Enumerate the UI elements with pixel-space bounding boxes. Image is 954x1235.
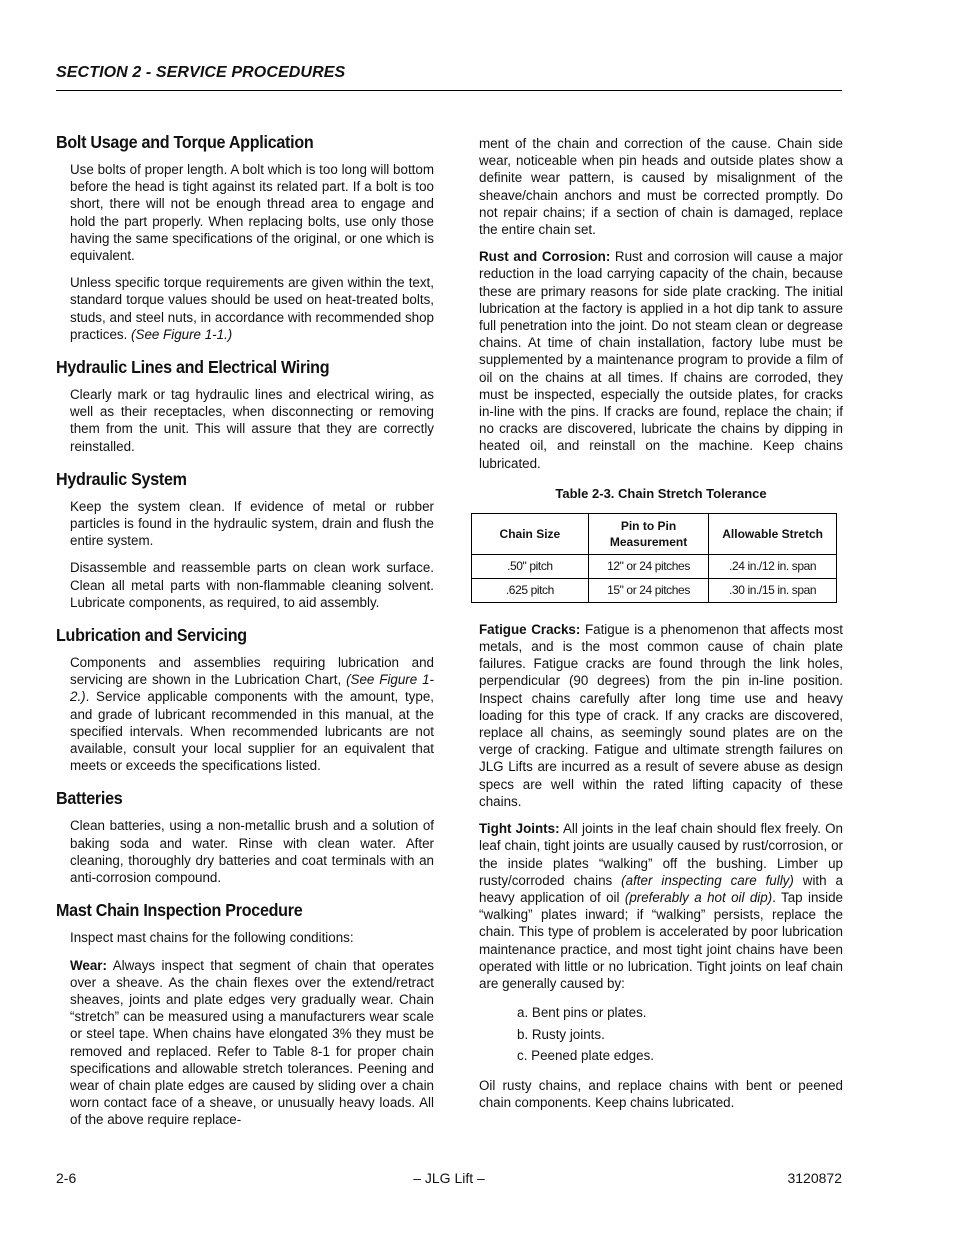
wear-paragraph: Wear: Always inspect that segment of chain that operates over a sheave. As the chain flexes over the extend/retract sheaves, joints and plate edges very gradually wear. Chain “stretch” can be measured using a manufacturers wear scale or steel tape. When chains have elongated 3% they must be removed and replaced. Refer to Table 8-1 for proper chain specifications and allowable stretch tolerances. Peening and wear of chain plate edges are caused by sliding over a chain worn contact face of a sheave, or unusually heavy loads. All of the above require replace- [70, 957, 434, 1128]
tight-joints-paragraph: Tight Joints: All joints in the leaf chain should flex freely. On leaf chain, tight joints are usually caused by rust/corrosion, or the inside plates “walking” off the bushing. Limber up rusty/corroded chains (after inspecting care fully) with a heavy application of oil (preferably a hot oil dip). Tap inside “walking” plates inward; if “walking” persists, replace the chain. This type of problem is accelerated by poor lubrication maintenance practice, and most tight joint chains have been operated with little or no lubrication. Tight joints on leaf chain are generally caused by: [479, 821, 843, 991]
list-item: c. Peened plate edges. [517, 1048, 654, 1064]
chain-stretch-table [471, 513, 837, 603]
table-header-cell: Pin to Pin Measurement [588, 513, 708, 554]
bolt-paragraph-2: Unless specific torque requirements are given within the text, standard torque values should be used on heat-treated bolts, studs, and steel nuts, in accordance with recommended shop practices. (See Figure 1-1.) [70, 275, 434, 342]
continued-paragraph: ment of the chain and correction of the cause. Chain side wear, noticeable when pin heads and outside plates show a definite wear pattern, is caused by misalignment of the sheave/chain anchors and must be corrected promptly. Do not repair chains; if a section of chain is damaged, replace the entire chain set. [479, 136, 843, 238]
heading-hydraulic-lines: Hydraulic Lines and Electrical Wiring [56, 357, 330, 378]
table-cell: 15" or 24 pitches [588, 578, 708, 602]
rust-paragraph: Rust and Corrosion: Rust and corrosion will cause a major reduction in the load carrying capacity of the chain, because these are primary reasons for side plate cracking. The initial lubrication at the factory is applied in a hot dip tank to assure full penetration into the joint. Do not steam clean or degrease chains. At time of chain installation, factory lube must be supplemented by a maintenance program to provide a film of oil on the chains at all times. If chains are corroded, they must be inspected, especially the outside plates, for cracks in-line with the pins. If cracks are found, replace the chain; if no cracks are discovered, lubricate the chains by dipping in heated oil, and reinstall on the machine. Keep chains lubricated. [479, 249, 843, 471]
causes-list [517, 1002, 843, 1067]
heading-mast-chain: Mast Chain Inspection Procedure [56, 900, 303, 921]
table-row [472, 554, 837, 578]
hydraulic-system-paragraph-1: Keep the system clean. If evidence of metal or rubber particles is found in the hydraulic system, drain and flush the entire system. [70, 498, 434, 549]
list-item: a. Bent pins or plates. [517, 1005, 647, 1021]
bolt-paragraph-1: Use bolts of proper length. A bolt which is too long will bottom before the head is tight against its related part. If a bolt is too short, there will not be enough thread area to engage and hold the part properly. When replacing bolts, use only those having the same specifications of the original, or one which is equivalent. [70, 162, 434, 264]
table-title: Table 2-3. Chain Stretch Tolerance [555, 485, 767, 501]
left-column [56, 132, 434, 1139]
hydraulic-system-paragraph-2: Disassemble and reassemble parts on clean work surface. Clean all metal parts with non-flammable cleaning solvent. Lubricate components, as required, to aid assembly. [70, 560, 434, 610]
hydraulic-lines-paragraph: Clearly mark or tag hydraulic lines and electrical wiring, as well as their receptacles, when disconnecting or removing them from the unit. This will assure that they are correctly reinstalled. [70, 387, 434, 454]
heading-lubrication: Lubrication and Servicing [56, 625, 247, 646]
page-header [56, 64, 842, 91]
fatigue-paragraph: Fatigue Cracks: Fatigue is a phenomenon that affects most metals, and is the most common cause of chain plate failures. Fatigue cracks are found through the link holes, perpendicular (90 degrees) from the pin in-line position. Inspect chains carefully after long time use and heavy loading for this type of crack. If any cracks are discovered, replace all chains, as seemingly sound plates are on the verge of cracking. Fatigue and ultimate strength failures on JLG Lifts are incurred as a result of severe abuse as design specs are well within the rated lifting capacity of these chains. [479, 621, 843, 809]
table-cell: .50" pitch [472, 554, 589, 578]
right-column [479, 135, 843, 1121]
table-row [472, 578, 837, 602]
section-title: SECTION 2 - SERVICE PROCEDURES [56, 64, 346, 81]
heading-batteries: Batteries [56, 788, 123, 809]
table-cell: .625 pitch [472, 578, 589, 602]
table-cell: .24 in./12 in. span [709, 554, 837, 578]
list-item: b. Rusty joints. [517, 1026, 605, 1042]
wear-label: Wear: [70, 957, 107, 973]
table-header-row [472, 513, 837, 554]
document-number: 3120872 [787, 1170, 842, 1186]
heading-bolt-usage: Bolt Usage and Torque Application [56, 132, 314, 152]
page-number: 2-6 [56, 1170, 77, 1186]
rust-label: Rust and Corrosion: [479, 249, 611, 265]
figure-reference: (See Figure 1-2.) [70, 672, 435, 705]
heading-hydraulic-system: Hydraulic System [56, 468, 187, 489]
batteries-paragraph: Clean batteries, using a non-metallic brush and a solution of baking soda and water. Rinse with clean water. After cleaning, thoroughly dry batteries and coat terminals with an anti-corrosion compound. [70, 818, 434, 886]
table-cell: 12" or 24 pitches [588, 554, 708, 578]
mast-intro: Inspect mast chains for the following conditions: [70, 930, 354, 946]
tight-joints-label: Tight Joints: [479, 821, 560, 837]
fatigue-label: Fatigue Cracks: [479, 621, 581, 637]
footer-brand: – JLG Lift – [413, 1170, 485, 1186]
table-cell: .30 in./15 in. span [709, 578, 837, 602]
table-header-cell: Allowable Stretch [709, 513, 837, 554]
figure-reference: (See Figure 1-1.) [131, 326, 233, 342]
closing-paragraph: Oil rusty chains, and replace chains with bent or peened chain components. Keep chains lubricated. [479, 1077, 843, 1110]
table-header-cell: Chain Size [472, 513, 589, 554]
lubrication-paragraph: Components and assemblies requiring lubrication and servicing are shown in the Lubrication Chart, (See Figure 1-2.). Service applicable components with the amount, type, and grade of lubricant recommended in this manual, at the specified intervals. When recommended lubricants are not available, consult your local supplier for an equivalent that meets or exceeds the specifications listed. [70, 655, 435, 774]
